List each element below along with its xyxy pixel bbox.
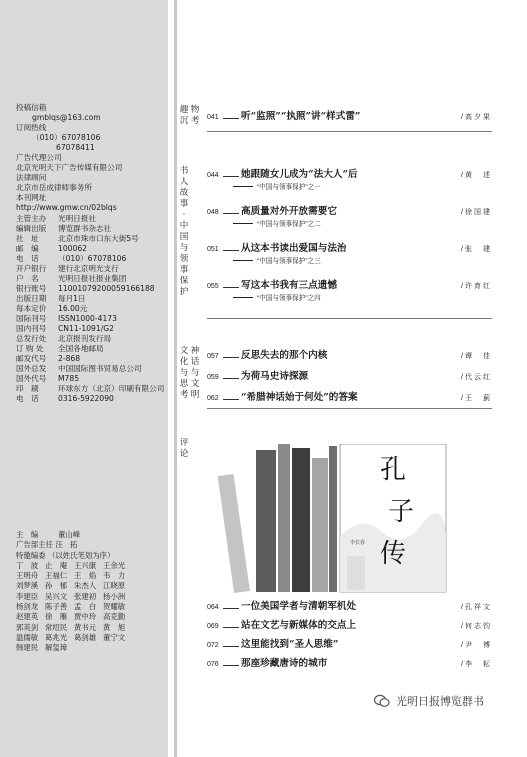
kv-label: 国外总发 xyxy=(16,364,47,374)
article-title: 高质量对外开放需要它 xyxy=(241,206,337,217)
article-title: 那座珍藏唐诗的城市 xyxy=(241,658,328,669)
kv-label: 开户银行 xyxy=(16,263,47,273)
toc-entry[interactable] xyxy=(207,389,492,403)
kv-value: 11001079200059166188 xyxy=(58,283,155,293)
ad-director: 广告部主任 汪 拓 xyxy=(16,540,78,550)
featured-book xyxy=(340,444,446,592)
kv-value: 北京报刊发行局 xyxy=(58,334,112,344)
toc-entry[interactable] xyxy=(207,203,492,229)
kv-label: 邮发代号 xyxy=(16,354,47,364)
section-label-char: 领 xyxy=(179,254,189,264)
leader-line xyxy=(223,625,239,628)
article-title: 一位美国学者与清朝军机处 xyxy=(241,601,357,612)
article-author: /王 蓟 xyxy=(461,395,492,402)
section-label-char: 故 xyxy=(179,188,189,198)
leader-line xyxy=(223,606,239,609)
section-label xyxy=(179,105,200,127)
article-title: 这里能找到“圣人思维” xyxy=(241,639,339,650)
editor-name: 孙 郁 xyxy=(45,581,68,591)
book-spines xyxy=(218,444,337,593)
series-dash xyxy=(233,186,253,187)
toc-entry-row xyxy=(207,598,492,612)
article-series xyxy=(207,254,492,266)
section-label-char: 与 xyxy=(179,243,189,253)
kv-label: 订 购 处 xyxy=(16,344,44,354)
leader-line xyxy=(223,248,239,251)
section-label-column xyxy=(179,346,189,401)
editor-name: 董宁文 xyxy=(103,632,126,642)
masthead-line: 法律顾问 xyxy=(16,173,47,183)
masthead-kv-list xyxy=(16,214,168,405)
series-label: “中国与领事保护”之二 xyxy=(257,221,321,228)
section-label-char: 神 xyxy=(190,346,200,356)
editor-name: 黄 旭 xyxy=(103,622,126,632)
toc-entry-row xyxy=(207,655,492,669)
leader-line xyxy=(223,174,239,177)
article-author: /黄 述 xyxy=(461,172,492,179)
section-label-char: 护 xyxy=(179,287,189,297)
editor-name: 王福仁 xyxy=(45,571,68,581)
leader-line xyxy=(223,376,239,379)
section-label-char: 论 xyxy=(179,449,189,459)
book-title-char: 子 xyxy=(388,497,415,527)
masthead-kv-line xyxy=(16,304,168,314)
page-number: 064 xyxy=(207,604,219,611)
book-title-char: 传 xyxy=(380,539,407,569)
editor-name: 高克勤 xyxy=(103,612,126,622)
section-rule xyxy=(207,318,492,319)
leader-line xyxy=(223,663,239,666)
masthead-line: 广告代理公司 xyxy=(16,153,62,163)
toc-entry-row xyxy=(207,636,492,650)
leader-line xyxy=(223,355,239,358)
kv-value: 0316-5922090 xyxy=(58,394,114,404)
page-number: 057 xyxy=(207,353,219,360)
toc-entry[interactable] xyxy=(207,617,492,631)
book-cover-illustration xyxy=(212,444,480,594)
masthead-kv-line xyxy=(16,334,168,344)
masthead-kv-line xyxy=(16,314,168,324)
toc-entry-row xyxy=(207,240,492,254)
toc-entry[interactable] xyxy=(207,655,492,669)
section-label-char: 事 xyxy=(179,265,189,275)
editorial-staff xyxy=(16,530,168,654)
editor-name: 张建初 xyxy=(74,591,97,601)
masthead-kv-line xyxy=(16,374,168,384)
editor-name: 杨剑龙 xyxy=(16,602,39,612)
masthead-kv-line xyxy=(16,254,168,264)
article-series xyxy=(207,217,492,229)
book-spine xyxy=(278,444,290,592)
section-label-char: 考 xyxy=(179,390,189,400)
page-number: 055 xyxy=(207,283,219,290)
kv-value: 16.00元 xyxy=(58,303,88,313)
masthead-kv-line xyxy=(16,344,168,354)
toc-entry-row xyxy=(207,389,492,403)
kv-value: 2-868 xyxy=(58,354,81,364)
editor-name: 葛剑雄 xyxy=(74,632,97,642)
kv-value: 每月1日 xyxy=(58,293,86,303)
masthead-info xyxy=(16,103,168,404)
section-label-char: 思 xyxy=(179,379,189,389)
toc-entry-row xyxy=(207,347,492,361)
editor-name: 葛兆光 xyxy=(45,632,68,642)
series-label: “中国与领事保护”之一 xyxy=(257,184,321,191)
leader-line xyxy=(223,644,239,647)
article-series xyxy=(207,180,492,192)
page-number: 051 xyxy=(207,246,219,253)
masthead-kv-line xyxy=(16,384,168,394)
kv-label: 主管主办 xyxy=(16,213,47,223)
article-title: “希腊神话始于何处”的答案 xyxy=(241,392,358,403)
editor-name: 温儒敏 xyxy=(16,632,39,642)
article-author: /李 耘 xyxy=(461,661,492,668)
book-spine xyxy=(329,446,337,592)
section-rule xyxy=(207,131,492,132)
masthead-kv-line xyxy=(16,264,168,274)
kv-value: 光明日报社报业集团 xyxy=(58,273,127,283)
section-label-char: 文 xyxy=(179,346,189,356)
section-label-column xyxy=(179,438,189,460)
kv-label: 国外代号 xyxy=(16,374,47,384)
kv-label: 编辑出版 xyxy=(16,223,47,233)
editor-name: 解玺璋 xyxy=(45,643,68,653)
section-label-char: 考 xyxy=(190,116,200,126)
article-author: /高夕果 xyxy=(461,114,492,121)
editor-name: 贾中玲 xyxy=(74,612,97,622)
kv-value: 环球东方（北京）印刷有限公司 xyxy=(58,384,165,394)
editor-name: 刘梦溪 xyxy=(16,581,39,591)
editor-name: 常绍民 xyxy=(45,622,68,632)
editor-name: 王兴康 xyxy=(74,560,97,570)
masthead-kv-line xyxy=(16,224,168,234)
kv-value: CN11-1091/G2 xyxy=(58,324,114,334)
section-label-char: 物 xyxy=(190,105,200,115)
kv-label: 国际刊号 xyxy=(16,313,47,323)
page-number: 048 xyxy=(207,209,219,216)
toc-entry-row xyxy=(207,203,492,217)
editor-name: 徐 雁 xyxy=(45,612,68,622)
section-label-char: 话 xyxy=(190,357,200,367)
section-label-char: 事 xyxy=(179,199,189,209)
kv-value: ISSN1000-4173 xyxy=(58,313,117,323)
kv-value: 博览群书杂志社 xyxy=(58,223,112,233)
series-label: “中国与领事保护”之四 xyxy=(257,295,321,302)
editor-name: 赵建英 xyxy=(16,612,39,622)
column-divider xyxy=(174,0,177,757)
section-label-char: 中 xyxy=(179,221,189,231)
kv-label: 电 话 xyxy=(16,253,39,263)
editor-name: 孟 白 xyxy=(74,602,97,612)
book-spine xyxy=(218,474,250,593)
leader-line xyxy=(223,397,239,400)
kv-label: 出版日期 xyxy=(16,293,47,303)
page-number: 044 xyxy=(207,172,219,179)
masthead-line: 本刊网址 xyxy=(16,193,47,203)
editor-name: 王明舟 xyxy=(16,571,39,581)
masthead-kv-line xyxy=(16,394,168,404)
editor-name: 王 焰 xyxy=(74,571,97,581)
masthead-line: 北京市岳成律师事务所 xyxy=(16,183,92,193)
special-editors-list xyxy=(16,561,168,654)
editor-name: 贺耀敏 xyxy=(103,602,126,612)
kv-label: 国内刊号 xyxy=(16,324,47,334)
chief-editor: 主 编 董山峰 xyxy=(16,530,81,539)
article-title: 她跟随女儿成为“法大人”后 xyxy=(241,169,358,180)
kv-value: 100062 xyxy=(58,243,87,253)
editor-name: 王余光 xyxy=(103,560,126,570)
toc-entry-row xyxy=(207,368,492,382)
series-dash xyxy=(233,223,253,224)
article-author: /许育红 xyxy=(461,283,492,290)
masthead-kv-line xyxy=(16,364,168,374)
book-spine xyxy=(292,448,310,592)
toc-entry-row xyxy=(207,277,492,291)
toc-entry[interactable] xyxy=(207,277,492,303)
wechat-icon xyxy=(374,694,390,708)
section-label-column xyxy=(179,105,189,127)
kv-label: 邮 编 xyxy=(16,243,39,253)
editor-name: 杨小洲 xyxy=(103,591,126,601)
kv-value: 北京市珠市口东大街5号 xyxy=(58,233,139,243)
editor-name: 黄书元 xyxy=(74,622,97,632)
kv-value: （010）67078106 xyxy=(58,253,127,263)
section-label-char: 沉 xyxy=(179,116,189,126)
book-author-small: 李长春 xyxy=(350,540,366,546)
article-author: /徐国建 xyxy=(461,209,492,216)
section-label xyxy=(179,346,200,401)
page-number: 069 xyxy=(207,623,219,630)
article-author: /尹 博 xyxy=(461,642,492,649)
article-title: 听“监照”“执照”讲“样式雷” xyxy=(241,111,361,122)
section-label-char: 与 xyxy=(190,368,200,378)
section-label-column xyxy=(190,105,200,127)
masthead-kv-line xyxy=(16,274,168,284)
section-label-char: 保 xyxy=(179,276,189,286)
page-number: 072 xyxy=(207,642,219,649)
article-title: 反思失去的那个内核 xyxy=(241,350,328,361)
masthead-line: http://www.gmw.cn/02blqs xyxy=(16,203,117,213)
article-author: /孔祥文 xyxy=(461,604,492,611)
masthead-line: 67078411 xyxy=(56,143,95,153)
article-series xyxy=(207,291,492,303)
toc-entry[interactable] xyxy=(207,240,492,266)
kv-value: 全国各地邮局 xyxy=(58,344,104,354)
article-title: 写这本书我有三点遗憾 xyxy=(241,280,337,291)
masthead-line: 订阅热线 xyxy=(16,123,47,133)
watermark-text: 光明日报博览群书 xyxy=(396,696,484,708)
series-dash xyxy=(233,260,253,261)
masthead-kv-line xyxy=(16,234,168,244)
masthead-kv-line xyxy=(16,244,168,254)
kv-value: 光明日报社 xyxy=(58,213,96,223)
kv-label: 银行账号 xyxy=(16,283,47,293)
toc-entry-row xyxy=(207,108,492,122)
kv-label: 社 址 xyxy=(16,233,39,243)
toc-entry[interactable] xyxy=(207,598,492,612)
book-spine xyxy=(256,450,276,592)
section-label xyxy=(179,438,189,460)
page-number: 041 xyxy=(207,114,219,121)
kv-label: 总发行处 xyxy=(16,334,47,344)
article-title: 从这本书读出爱国与法治 xyxy=(241,243,347,254)
editor-name: 江晓原 xyxy=(103,581,126,591)
section-label-column xyxy=(179,166,189,298)
masthead-kv-line xyxy=(16,294,168,304)
masthead-kv-line xyxy=(16,354,168,364)
leader-line xyxy=(223,116,239,119)
page-number: 062 xyxy=(207,395,219,402)
masthead-line: 投稿信箱 xyxy=(16,103,47,112)
section-label xyxy=(179,166,189,298)
toc-entry[interactable] xyxy=(207,636,492,650)
section-label-char: 书 xyxy=(179,166,189,176)
leader-line xyxy=(223,285,239,288)
section-label-char: 评 xyxy=(179,438,189,448)
book-spine xyxy=(312,458,328,592)
article-author: /谭 佳 xyxy=(461,353,492,360)
kv-value: M785 xyxy=(58,374,80,384)
editor-name: 吴兴文 xyxy=(45,591,68,601)
kv-value: 中国国际图书贸易总公司 xyxy=(58,364,142,374)
article-author: /张 建 xyxy=(461,246,492,253)
toc-entry-row xyxy=(207,166,492,180)
masthead-kv-line xyxy=(16,324,168,334)
series-dash xyxy=(233,297,253,298)
masthead-line: （010）67078106 xyxy=(32,133,101,143)
editor-name: 韦 力 xyxy=(103,571,126,581)
editor-name: 李建臣 xyxy=(16,591,39,601)
editor-name: 丁 波 xyxy=(16,560,39,570)
special-editors-heading: 特邀编委 （以姓氏笔划为序） xyxy=(16,550,115,560)
kv-label: 电 话 xyxy=(16,394,39,404)
section-label-char: 明 xyxy=(190,390,200,400)
toc-entry[interactable] xyxy=(207,108,492,122)
kv-label: 印 刷 xyxy=(16,384,39,394)
section-label-column xyxy=(190,346,200,401)
leader-line xyxy=(223,211,239,214)
book-title-char: 孔 xyxy=(380,455,407,485)
editor-name: 郭英剑 xyxy=(16,622,39,632)
wechat-watermark xyxy=(374,693,484,709)
series-label: “中国与领事保护”之三 xyxy=(257,258,321,265)
toc-entry[interactable] xyxy=(207,347,492,361)
section-label-char: 化 xyxy=(179,357,189,367)
masthead-line: gmblqs@163.com xyxy=(32,113,101,123)
section-label-char: 国 xyxy=(179,232,189,242)
section-label-char: 趣 xyxy=(179,105,189,115)
toc-entry-row xyxy=(207,617,492,631)
masthead-kv-line xyxy=(16,284,168,294)
editor-name: 止 庵 xyxy=(45,560,68,570)
section-label-char: · xyxy=(182,210,186,220)
editor-name: 韩建民 xyxy=(16,643,39,653)
page-number: 076 xyxy=(207,661,219,668)
section-label-char: 人 xyxy=(179,177,189,187)
cover-spine-band xyxy=(347,556,365,590)
toc-entry[interactable] xyxy=(207,368,492,382)
kv-label: 每本定价 xyxy=(16,303,47,313)
section-label-char: 文 xyxy=(190,379,200,389)
article-author: /何志钧 xyxy=(461,623,492,630)
page-number: 059 xyxy=(207,374,219,381)
editor-name: 朱杰人 xyxy=(74,581,97,591)
section-label-char: 与 xyxy=(179,368,189,378)
kv-value: 建行北京明光支行 xyxy=(58,263,119,273)
section-rule xyxy=(207,408,492,409)
article-title: 为荷马史诗探源 xyxy=(241,371,309,382)
masthead-line: 北京光明天下广告传媒有限公司 xyxy=(16,163,123,173)
kv-label: 户 名 xyxy=(16,273,39,283)
article-title: 站在文艺与新媒体的交点上 xyxy=(241,620,357,631)
masthead-kv-line xyxy=(16,214,168,224)
toc-entry[interactable] xyxy=(207,166,492,192)
article-author: /代云红 xyxy=(461,374,492,381)
editor-name: 陈子善 xyxy=(45,602,68,612)
